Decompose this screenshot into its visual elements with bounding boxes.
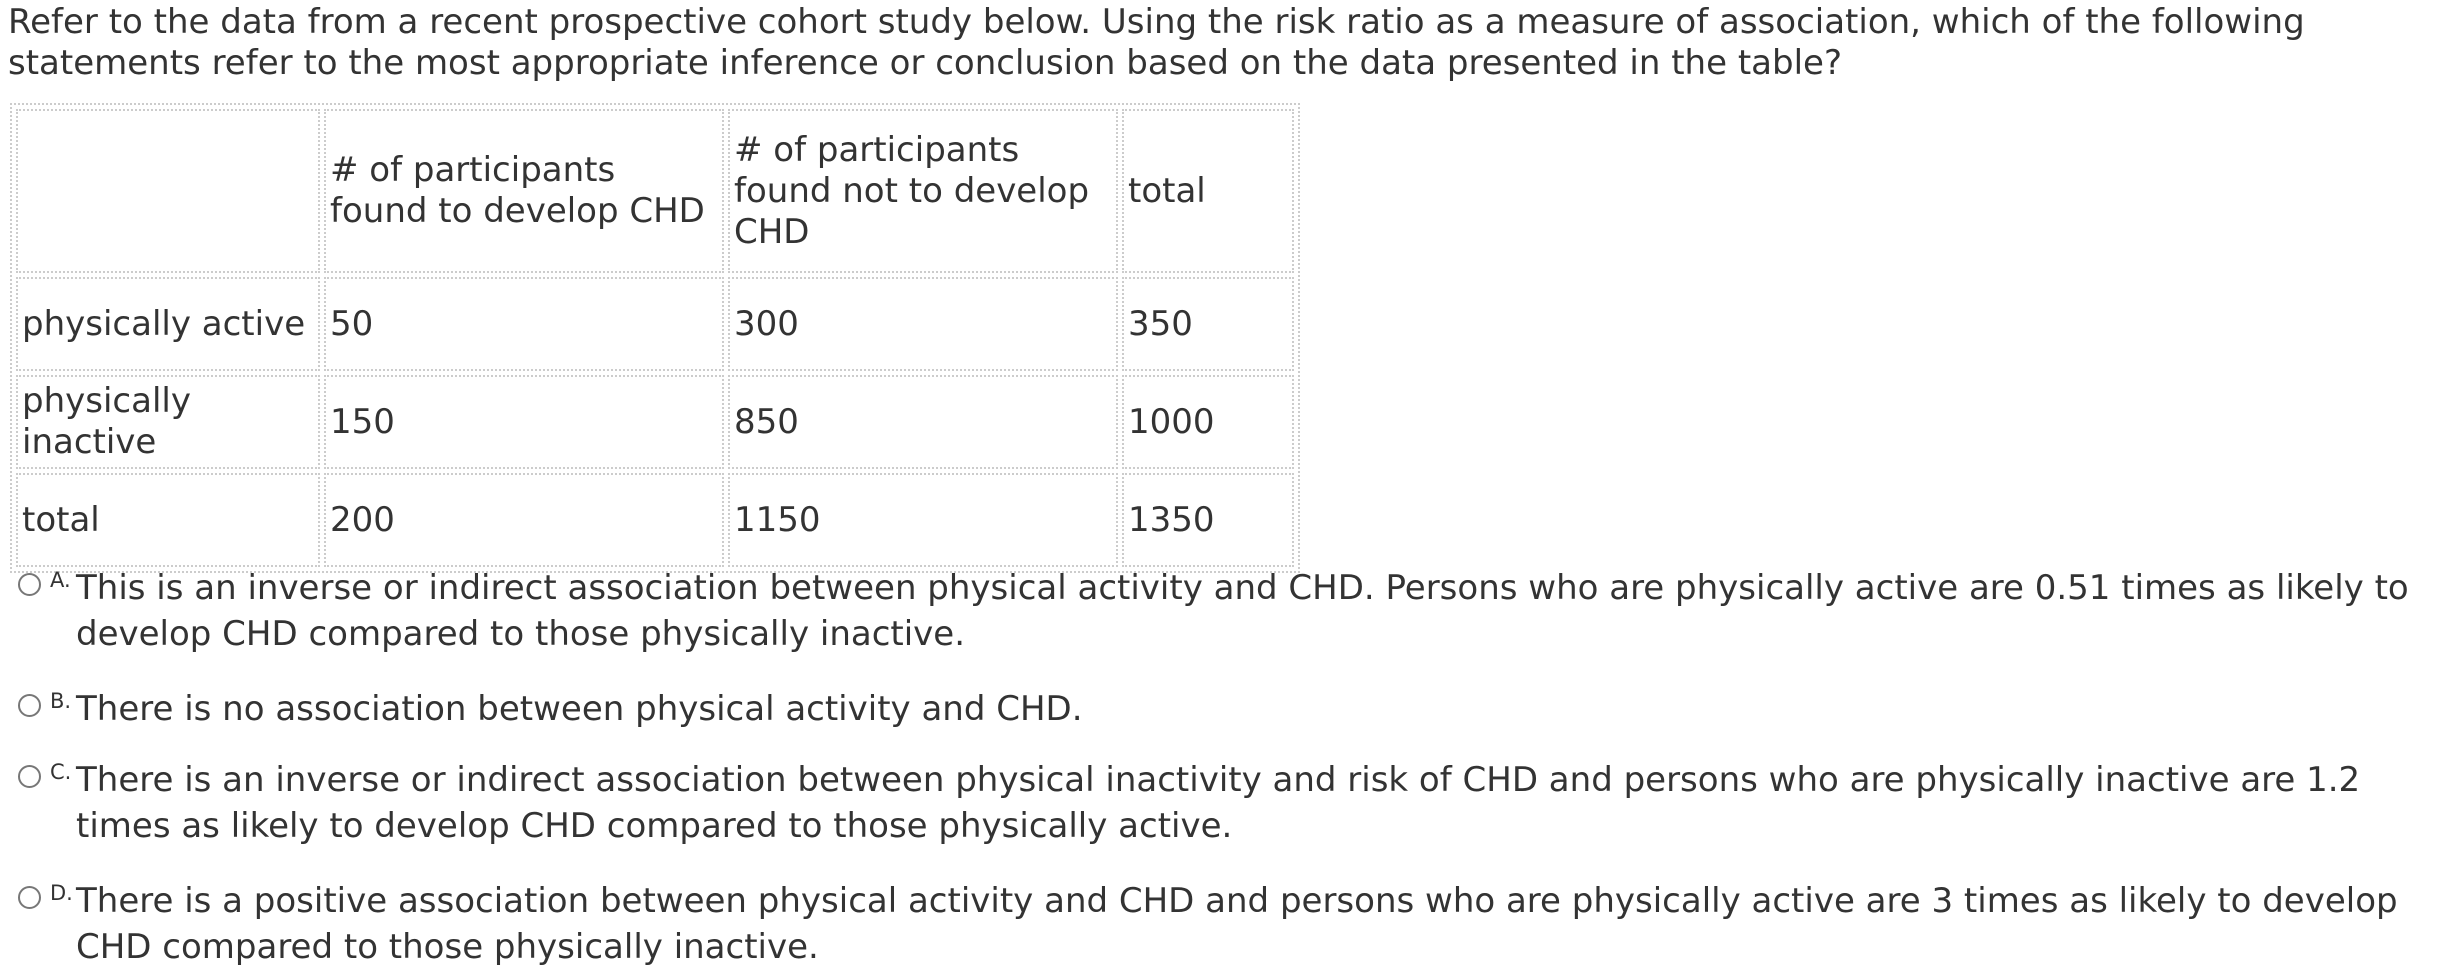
question-text: Refer to the data from a recent prospective cohort study below. Using the risk ratio as a measure of association, which of the following statements refer to the most appropriate inference or conclusion based on the data presented in the table? bbox=[8, 2, 2305, 83]
header-cell-not-develop-chd: # of participants found not to develop CHD bbox=[728, 109, 1118, 273]
header-cell-empty bbox=[16, 109, 320, 273]
radio-button-b[interactable] bbox=[18, 694, 41, 717]
option-letter-b: B. bbox=[50, 689, 72, 713]
row-label: physically active bbox=[16, 277, 320, 371]
table-cell: 150 bbox=[324, 375, 724, 469]
table-cell: 50 bbox=[324, 277, 724, 371]
row-label: physically inactive bbox=[16, 375, 320, 469]
table-cell: 300 bbox=[728, 277, 1118, 371]
option-text-c[interactable]: There is an inverse or indirect association between physical inactivity and risk of CHD and persons who are physically inactive are 1.2 times as likely to develop CHD compared to those physically active. bbox=[76, 760, 2361, 846]
data-table bbox=[10, 103, 1300, 573]
radio-button-a[interactable] bbox=[18, 573, 41, 596]
table-header-row bbox=[16, 109, 1294, 273]
table-cell: 1350 bbox=[1122, 473, 1294, 567]
table-row bbox=[16, 375, 1294, 469]
header-cell-develop-chd: # of participants found to develop CHD bbox=[324, 109, 724, 273]
row-label: total bbox=[16, 473, 320, 567]
option-letter-d: D. bbox=[50, 881, 73, 905]
table-cell: 350 bbox=[1122, 277, 1294, 371]
option-text-d[interactable]: There is a positive association between physical activity and CHD and persons who are physically active are 3 times as likely to develop CHD compared to those physically inactive. bbox=[76, 881, 2398, 967]
radio-button-c[interactable] bbox=[18, 765, 41, 788]
radio-button-d[interactable] bbox=[18, 886, 41, 909]
table-cell: 1000 bbox=[1122, 375, 1294, 469]
table-cell: 850 bbox=[728, 375, 1118, 469]
header-cell-total: total bbox=[1122, 109, 1294, 273]
option-letter-c: C. bbox=[50, 760, 72, 784]
option-letter-a: A. bbox=[50, 568, 71, 592]
table-row bbox=[16, 473, 1294, 567]
table-row bbox=[16, 277, 1294, 371]
option-text-a[interactable]: This is an inverse or indirect association between physical activity and CHD. Persons who are physically active are 0.51 times as likely to develop CHD compared to those physically inactive. bbox=[76, 568, 2409, 654]
table-cell: 1150 bbox=[728, 473, 1118, 567]
option-text-b[interactable]: There is no association between physical activity and CHD. bbox=[76, 689, 1083, 729]
table-cell: 200 bbox=[324, 473, 724, 567]
